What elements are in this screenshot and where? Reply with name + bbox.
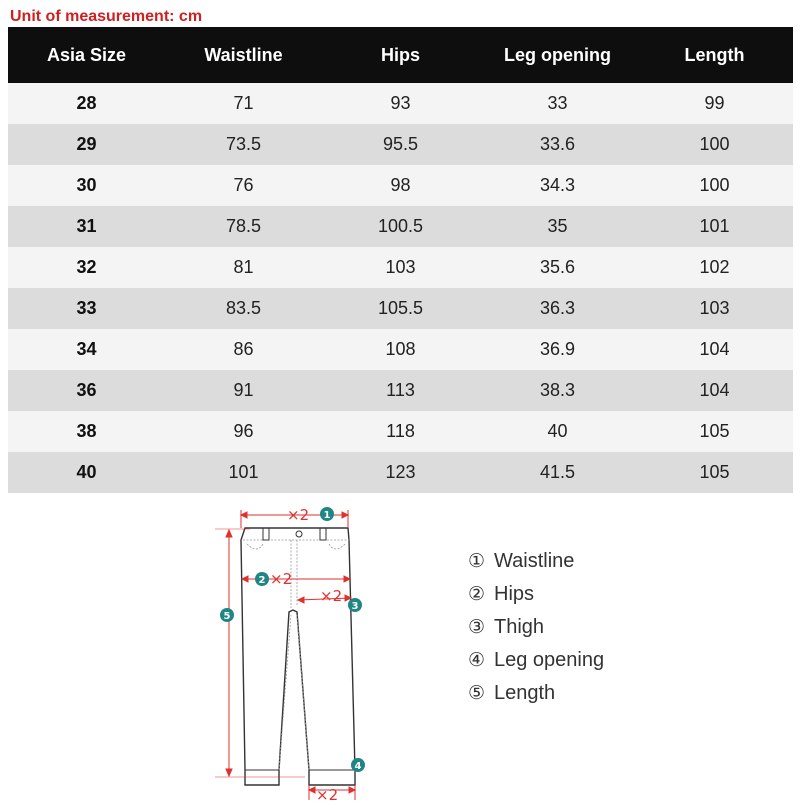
cell-size: 40 (76, 462, 97, 482)
table-row (8, 370, 793, 411)
cell-leg-opening: 34.3 (539, 175, 576, 195)
cell-hips: 118 (386, 421, 415, 441)
table-row (8, 329, 793, 370)
cell-leg-opening: 33.6 (539, 134, 576, 154)
badge-2: 2 (258, 575, 266, 586)
cell-size: 34 (76, 339, 97, 359)
cell-hips: 108 (385, 339, 416, 359)
cell-size: 29 (76, 134, 97, 154)
table-row (8, 83, 793, 124)
table-row (8, 165, 793, 206)
table-row (8, 206, 793, 247)
cell-leg-opening: 40 (547, 421, 568, 441)
table-header (8, 27, 793, 83)
legend-item-thigh (468, 611, 604, 644)
cell-leg-opening: 38.3 (539, 380, 576, 400)
cell-length: 105 (699, 421, 730, 441)
legend-label: Length (494, 682, 556, 704)
legend-item-waistline (468, 545, 604, 578)
cell-hips: 100.5 (377, 216, 424, 236)
cell-waistline: 76 (233, 175, 254, 195)
badge-5: 5 (223, 611, 231, 622)
pants-icon (205, 500, 375, 800)
header-leg-opening: Leg opening (504, 44, 611, 65)
table-row (8, 288, 793, 329)
cell-size: 33 (76, 298, 97, 318)
legend-number: ⑤ (468, 683, 486, 704)
legend-number: ③ (468, 617, 486, 638)
cell-waistline: 81 (233, 257, 254, 277)
size-table (8, 27, 793, 493)
table-row (8, 247, 793, 288)
cell-length: 105 (699, 462, 730, 482)
legend-number: ① (468, 551, 486, 572)
cell-leg-opening: 36.3 (539, 298, 576, 318)
cell-waistline: 83.5 (225, 298, 262, 318)
cell-leg-opening: 33 (547, 93, 568, 113)
header-asia-size: Asia Size (46, 44, 127, 65)
cell-length: 101 (699, 216, 730, 236)
cell-length: 100 (699, 134, 730, 154)
cell-waistline: 71 (233, 93, 254, 113)
legend-label: Thigh (494, 616, 545, 638)
cell-size: 30 (76, 175, 97, 195)
header-hips: Hips (380, 44, 420, 65)
cell-leg-opening: 35.6 (539, 257, 576, 277)
legend-label: Hips (494, 583, 535, 605)
legend-item-leg-opening (468, 644, 604, 677)
table-body (8, 83, 793, 493)
multiplier-hips: ×2 (270, 570, 293, 588)
cell-size: 36 (76, 380, 97, 400)
cell-size: 28 (76, 93, 97, 113)
cell-waistline: 91 (233, 380, 254, 400)
multiplier-waist: ×2 (287, 506, 310, 524)
cell-length: 103 (699, 298, 730, 318)
cell-size: 38 (76, 421, 97, 441)
legend-label: Leg opening (494, 649, 605, 671)
cell-length: 102 (699, 257, 730, 277)
pants-measurement-diagram (205, 500, 375, 800)
badge-3: 3 (351, 601, 359, 612)
cell-leg-opening: 41.5 (539, 462, 576, 482)
measurement-legend (468, 545, 604, 710)
cell-waistline: 101 (228, 462, 259, 482)
cell-length: 100 (699, 175, 730, 195)
cell-size: 32 (76, 257, 97, 277)
cell-hips: 123 (385, 462, 416, 482)
cell-waistline: 96 (233, 421, 254, 441)
multiplier-thigh: ×2 (320, 587, 343, 605)
cell-hips: 98 (390, 175, 411, 195)
table-row (8, 452, 793, 493)
legend-item-hips (468, 578, 604, 611)
cell-hips: 113 (386, 380, 415, 400)
legend-number: ④ (468, 650, 486, 671)
cell-length: 104 (699, 380, 730, 400)
multiplier-leg: ×2 (316, 786, 339, 800)
legend-item-length (468, 677, 604, 710)
legend-label: Waistline (494, 550, 575, 572)
cell-waistline: 78.5 (225, 216, 262, 236)
badge-1: 1 (323, 510, 331, 521)
legend-number: ② (468, 584, 486, 605)
table-row (8, 411, 793, 452)
badge-4: 4 (354, 761, 362, 772)
header-length: Length (684, 44, 745, 65)
cell-length: 99 (704, 93, 725, 113)
cell-waistline: 73.5 (225, 134, 262, 154)
cell-hips: 103 (385, 257, 416, 277)
cell-length: 104 (699, 339, 730, 359)
cell-waistline: 86 (233, 339, 254, 359)
cell-hips: 105.5 (377, 298, 424, 318)
cell-hips: 95.5 (382, 134, 419, 154)
table-row (8, 124, 793, 165)
unit-label: Unit of measurement: cm (10, 8, 203, 25)
cell-size: 31 (76, 216, 97, 236)
header-waistline: Waistline (204, 44, 283, 65)
cell-hips: 93 (390, 93, 411, 113)
cell-leg-opening: 35 (547, 216, 568, 236)
cell-leg-opening: 36.9 (539, 339, 576, 359)
